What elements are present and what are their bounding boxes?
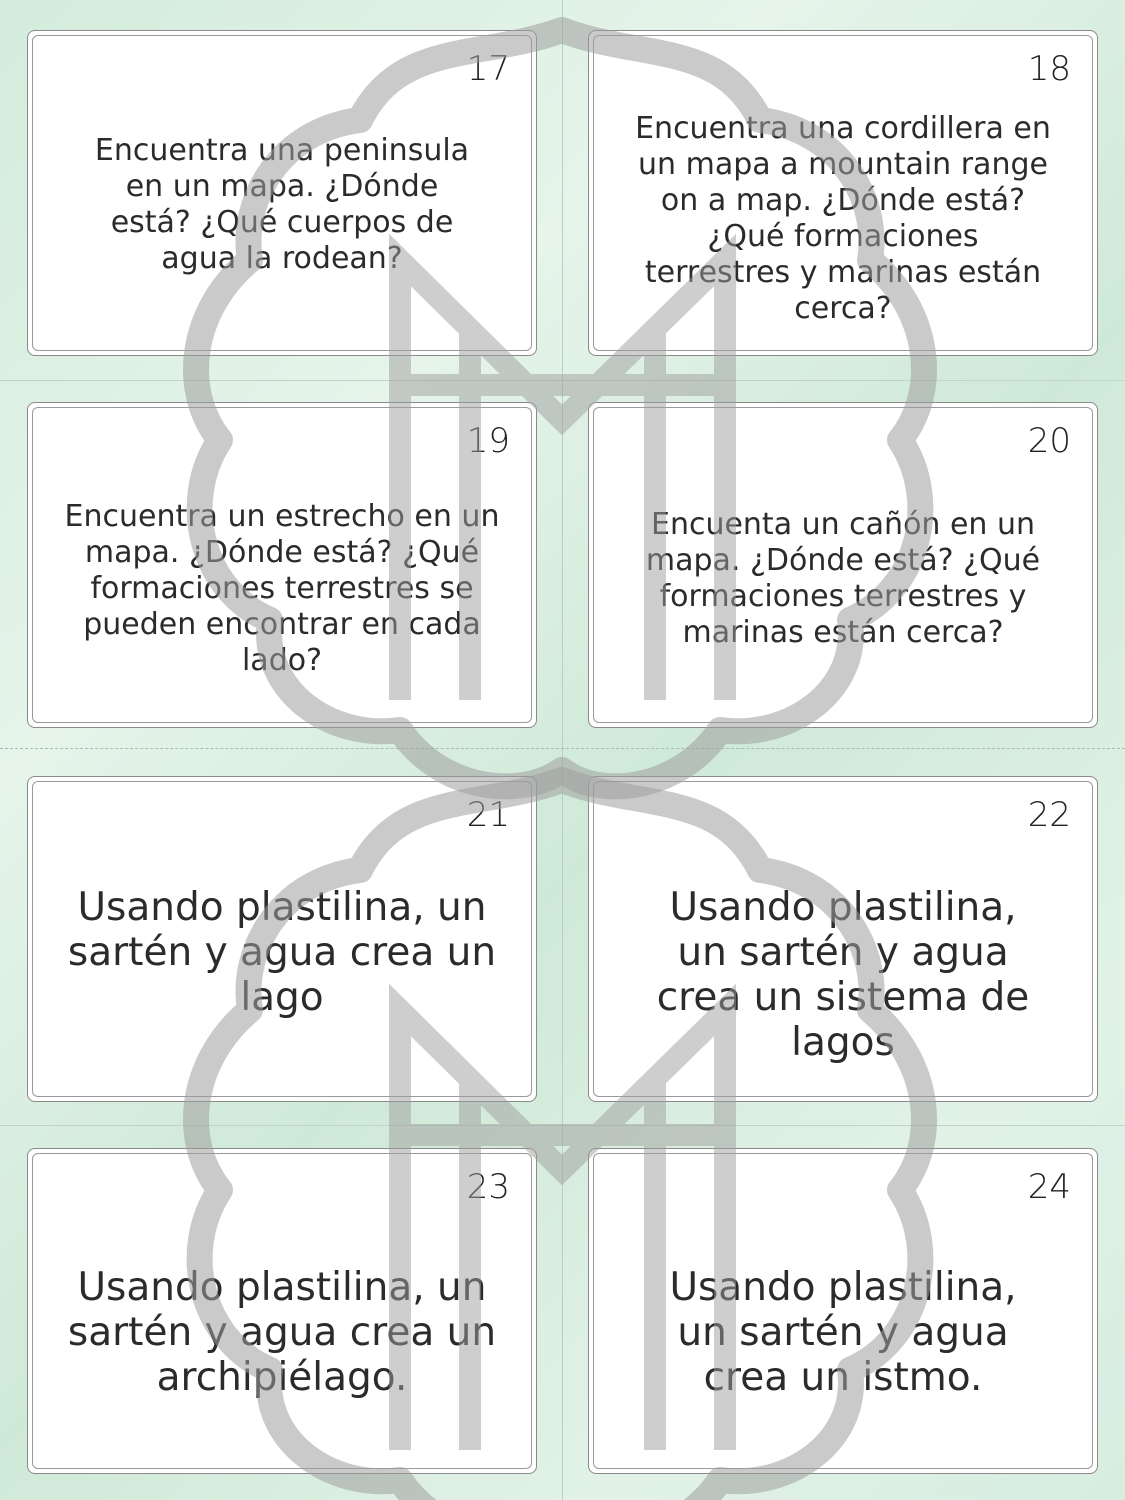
card-prompt: Usando plastilina, un sartén y agua crea un lago (67, 885, 497, 1020)
card-prompt: Usando plastilina, un sartén y agua crea un istmo. (669, 1265, 1017, 1400)
card-prompt: Usando plastilina, un sartén y agua crea un sistema de lagos (656, 885, 1030, 1065)
cut-line-3 (0, 1125, 1125, 1126)
card-prompt: Encuentra una cordillera en un mapa a mountain range on a map. ¿Dónde está? ¿Qué formaciones terrestres y marinas están cerca? (635, 111, 1051, 326)
card-number: 21 (466, 795, 510, 835)
task-card-24 (588, 1148, 1098, 1474)
task-card-22 (588, 776, 1098, 1102)
task-card-20 (588, 402, 1098, 728)
card-prompt: Usando plastilina, un sartén y agua crea un archipiélago. (67, 1265, 497, 1400)
task-card-18 (588, 30, 1098, 356)
task-card-23 (27, 1148, 537, 1474)
card-prompt: Encuentra un estrecho en un mapa. ¿Dónde está? ¿Qué formaciones terrestres se pueden encontrar en cada lado? (64, 499, 500, 678)
task-card-19 (27, 402, 537, 728)
card-number: 22 (1027, 795, 1071, 835)
card-number: 17 (466, 49, 510, 89)
card-prompt: Encuenta un cañón en un mapa. ¿Dónde está? ¿Qué formaciones terrestres y marinas están cerca? (645, 507, 1041, 650)
card-number: 18 (1027, 49, 1071, 89)
cut-line-1 (0, 380, 1125, 381)
card-number: 19 (466, 421, 510, 461)
cut-line-2 (0, 748, 1125, 749)
center-cut-line (562, 0, 563, 1500)
card-number: 23 (466, 1167, 510, 1207)
task-card-17 (27, 30, 537, 356)
card-number: 20 (1027, 421, 1071, 461)
card-prompt: Encuentra una peninsula en un mapa. ¿Dónde está? ¿Qué cuerpos de agua la rodean? (94, 133, 470, 276)
task-card-21 (27, 776, 537, 1102)
card-number: 24 (1027, 1167, 1071, 1207)
